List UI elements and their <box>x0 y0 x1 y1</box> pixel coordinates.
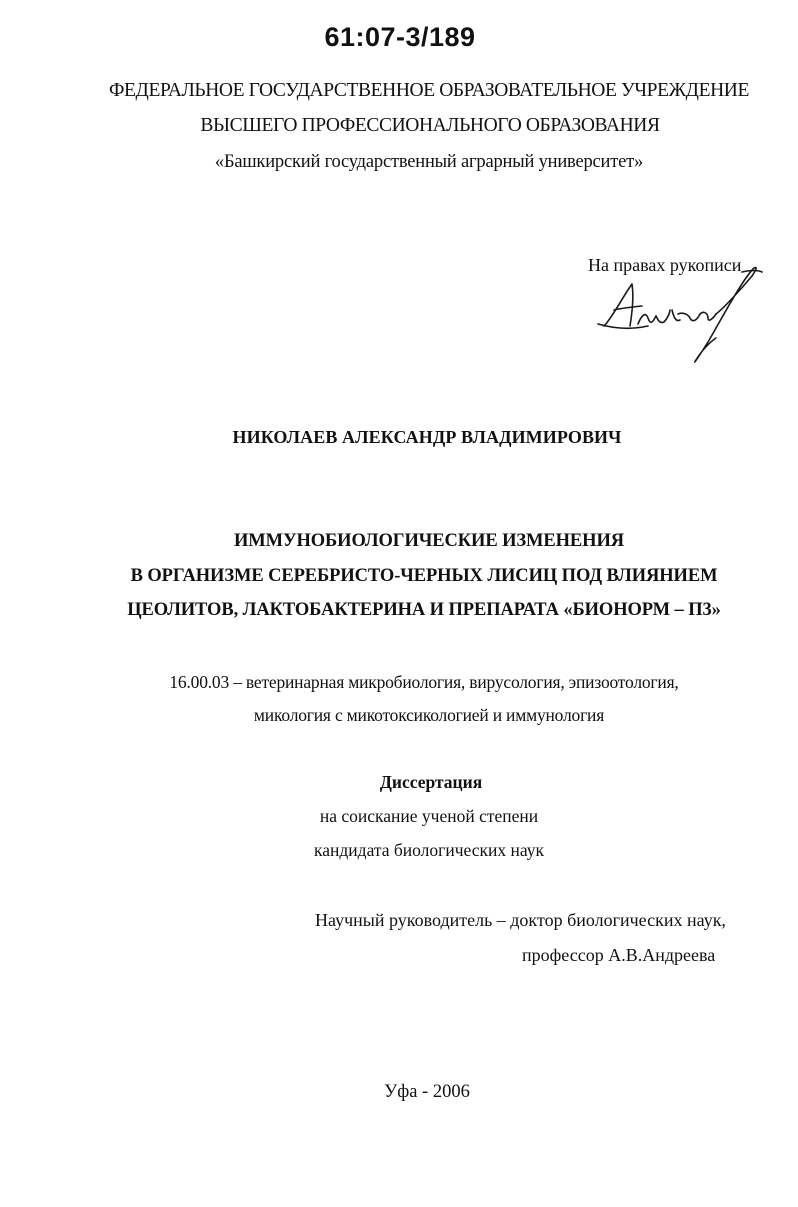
degree-line-1: на соискание ученой степени <box>319 806 539 826</box>
degree-line-2: кандидата биологических наук <box>314 840 544 860</box>
manuscript-rights-note: На правах рукописи <box>588 255 742 275</box>
institution-line-1: ФЕДЕРАЛЬНОЕ ГОСУДАРСТВЕННОЕ ОБРАЗОВАТЕЛЬНОЕ УЧРЕЖДЕНИЕ <box>109 80 749 101</box>
specialty-line-1: 16.00.03 – ветеринарная микробиология, вирусология, эпизоотология, <box>169 672 679 692</box>
author-name: НИКОЛАЕВ АЛЕКСАНДР ВЛАДИМИРОВИЧ <box>232 427 622 447</box>
catalog-number: 61:07-3/189 <box>324 22 476 52</box>
place-and-year: Уфа - 2006 <box>384 1082 470 1102</box>
handwritten-signature <box>592 258 772 378</box>
dissertation-title-line-3: ЦЕОЛИТОВ, ЛАКТОБАКТЕРИНА И ПРЕПАРАТА «БИОНОРМ – П3» <box>127 600 721 620</box>
specialty-line-2: микология с микотоксикологией и иммунология <box>253 705 605 725</box>
supervisor-line-2: профессор А.В.Андреева <box>522 945 716 965</box>
dissertation-title-line-1: ИММУНОБИОЛОГИЧЕСКИЕ ИЗМЕНЕНИЯ <box>233 531 625 551</box>
supervisor-line-1: Научный руководитель – доктор биологических наук, <box>315 910 726 930</box>
document-kind: Диссертация <box>379 772 483 792</box>
dissertation-title-line-2: В ОРГАНИЗМЕ СЕРЕБРИСТО-ЧЕРНЫХ ЛИСИЦ ПОД ВЛИЯНИЕМ <box>130 566 718 586</box>
institution-line-2: ВЫСШЕГО ПРОФЕССИОНАЛЬНОГО ОБРАЗОВАНИЯ <box>200 115 660 136</box>
institution-line-3: «Башкирский государственный аграрный университет» <box>214 152 644 172</box>
